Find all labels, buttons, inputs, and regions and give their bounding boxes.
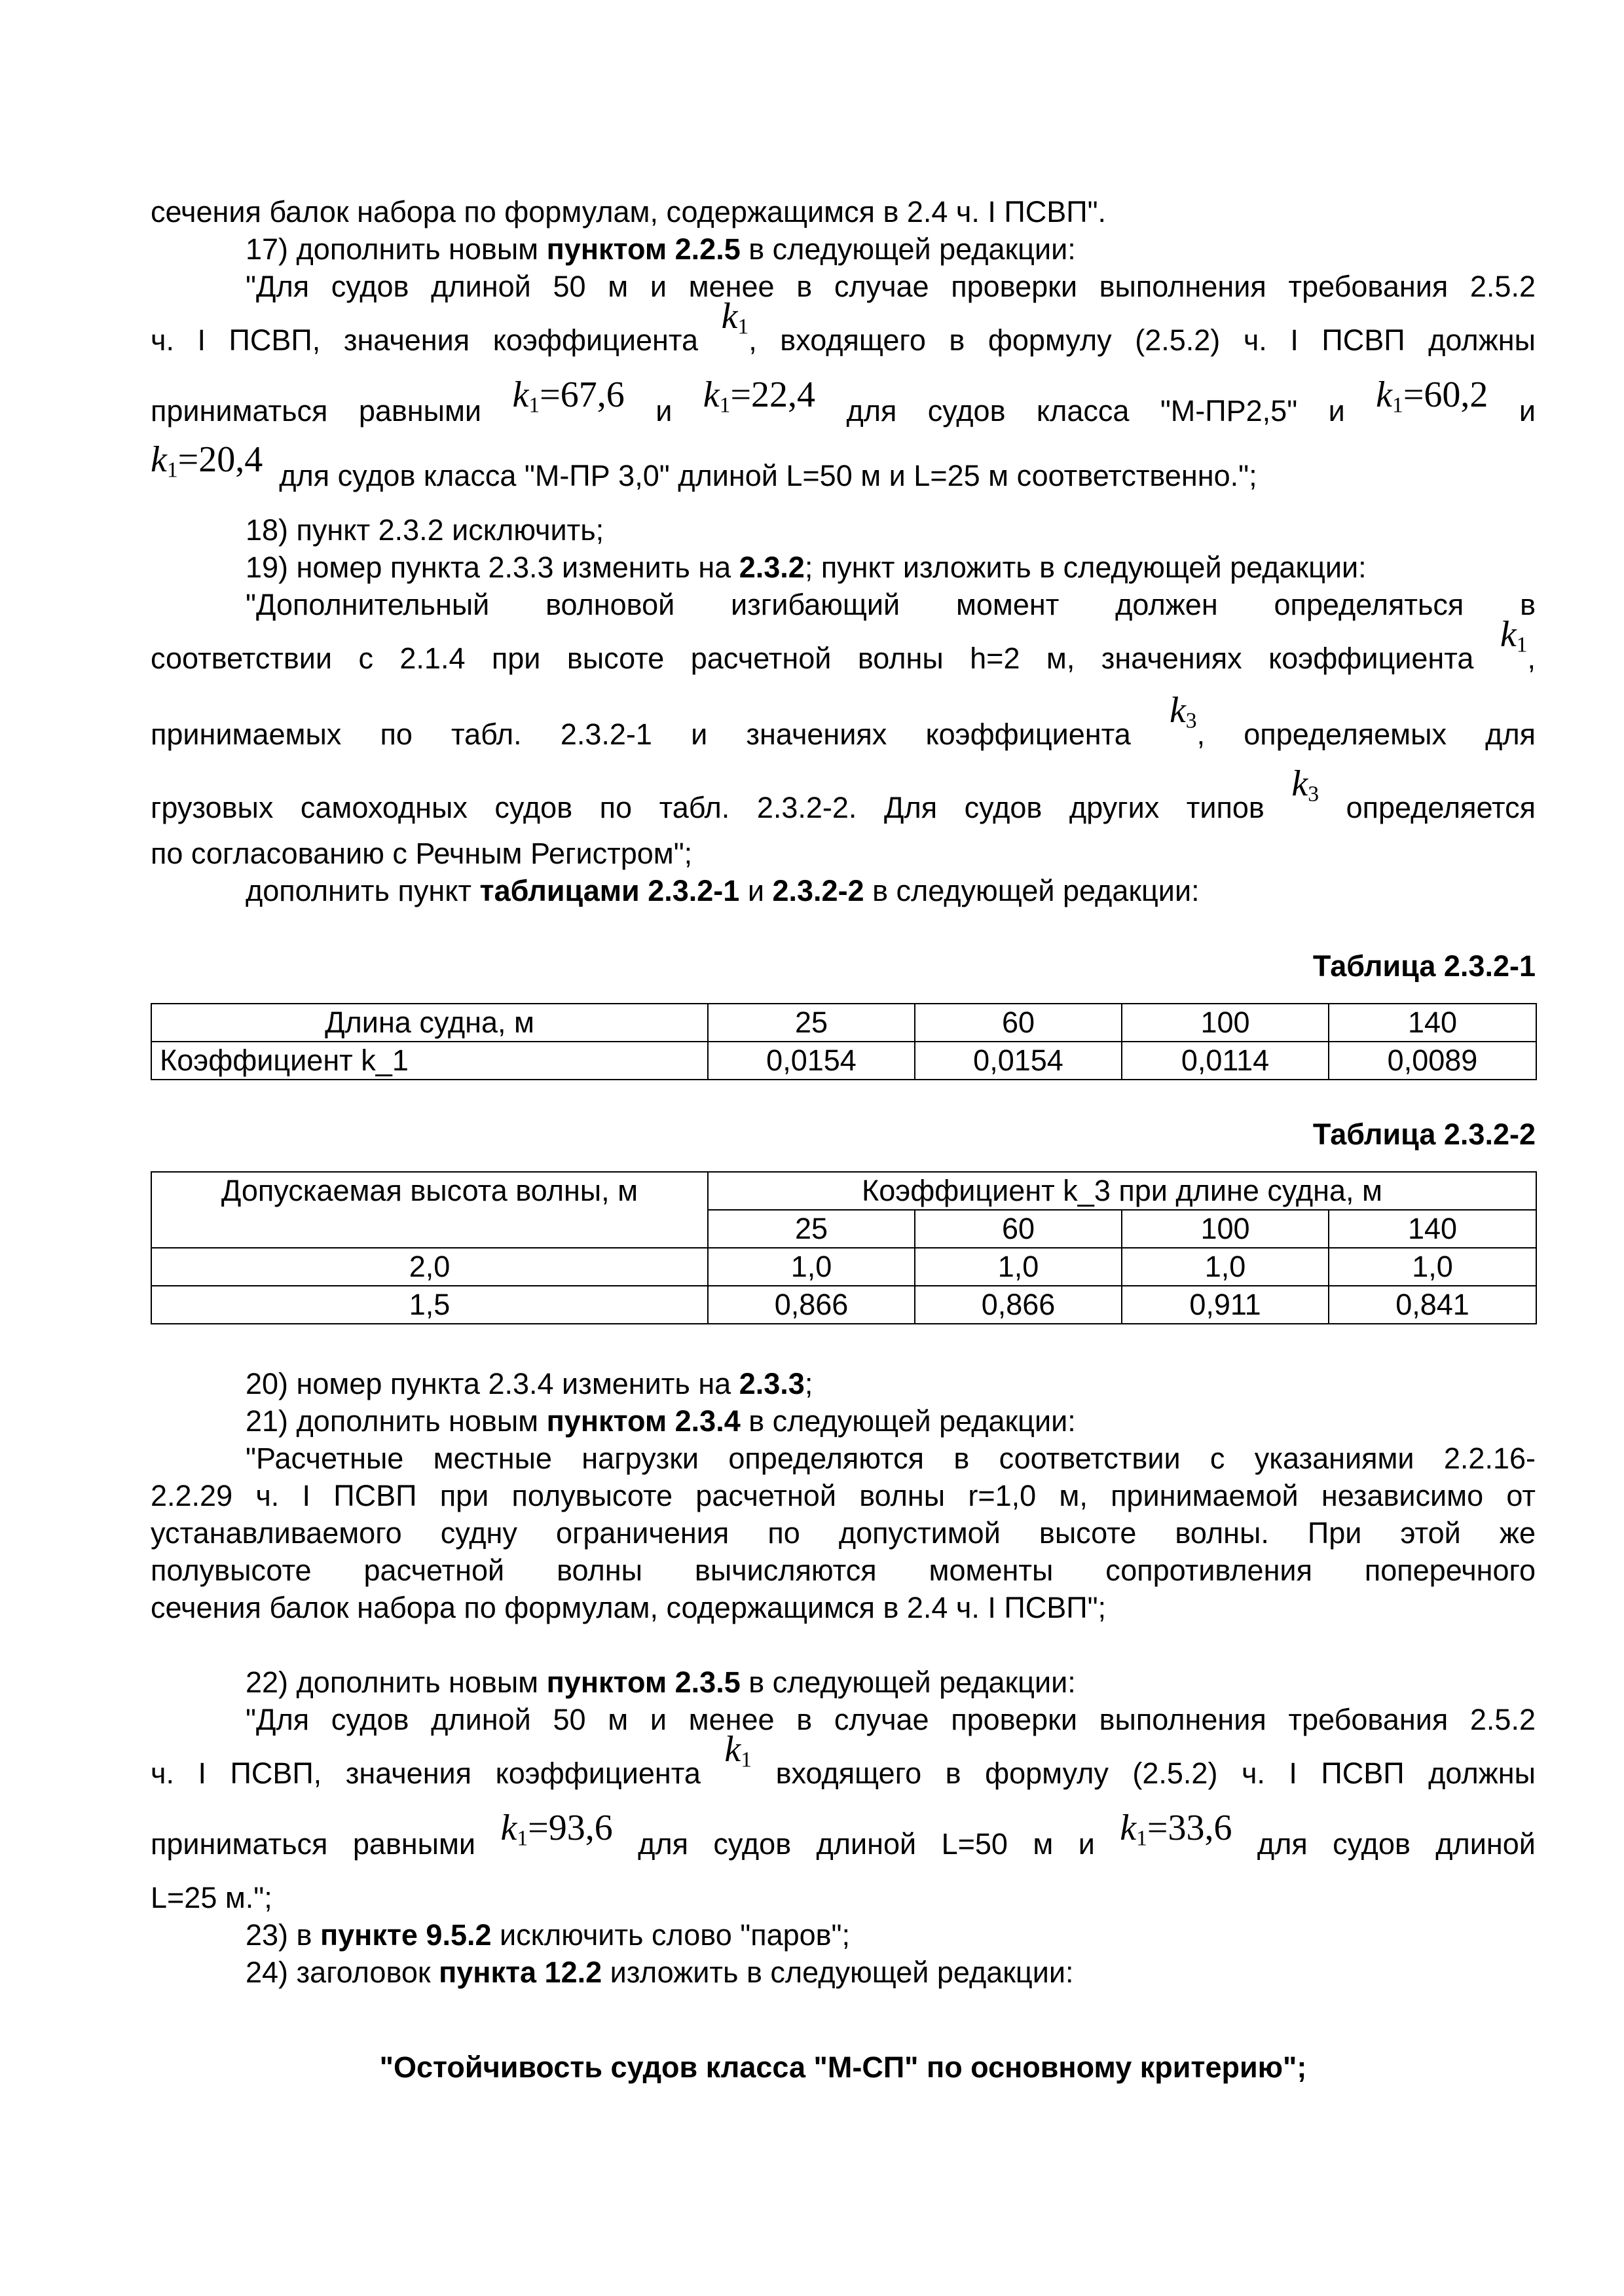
table2-caption: Таблица 2.3.2-2 <box>1312 1118 1536 1152</box>
table1-caption: Таблица 2.3.2-1 <box>1312 949 1536 983</box>
table-row: 2,0 1,0 1,0 1,0 1,0 <box>151 1248 1536 1286</box>
formula-k1: $k_1$ <box>721 296 749 339</box>
item-17: 17) дополнить новым пунктом 2.2.5 в следующей редакции: <box>246 232 1076 266</box>
quote-22: "Для судов длиной 50 м и менее в случае проверки выполнения требования 2.5.2 ч. I ПСВП, значения коэффициента $k_1$ входящего в формулу (2.5.2) ч. I ПСВП должны приниматься равными $k_1=93,6$ для судов длиной L=50 м и $k_1=33,6$ для судов длиной L=25 м."; <box>151 1703 1536 1915</box>
formula-k1-93-6: $k_1=93,6$ <box>500 1807 613 1851</box>
item-21: 21) дополнить новым пунктом 2.3.4 в следующей редакции: <box>246 1404 1076 1438</box>
document-page <box>151 193 1536 2086</box>
formula-k1: $k_1$ <box>724 1729 752 1772</box>
item-22: 22) дополнить новым пунктом 2.3.5 в следующей редакции: <box>246 1666 1076 1700</box>
item-19: 19) номер пункта 2.3.3 изменить на 2.3.2; пункт изложить в следующей редакции: <box>246 551 1367 585</box>
table-row: Коэффициент k_1 0,0154 0,0154 0,0114 0,0089 <box>151 1042 1536 1080</box>
item-23: 23) в пункте 9.5.2 исключить слово "паров"; <box>246 1918 851 1952</box>
formula-k1-22-4: $k_1=22,4$ <box>703 374 816 418</box>
formula-k1-33-6: $k_1=33,6$ <box>1120 1807 1232 1851</box>
quote-19: "Дополнительный волновой изгибающий момент должен определяться в соответствии с 2.1.4 при высоте расчетной волны h=2 м, значениях коэффициента $k_1$, принимаемых по табл. 2.3.2-1 и значениях коэффициента $k_3$, определяемых для грузовых самоходных судов по табл. 2.3.2-2. Для судов других типов $k_3$ определяется по согласованию с Речным Регистром"; <box>151 588 1536 871</box>
formula-k1: $k_1$ <box>1500 614 1528 657</box>
item-24: 24) заголовок пункта 12.2 изложить в следующей редакции: <box>246 1956 1074 1990</box>
table-row: 1,5 0,866 0,866 0,911 0,841 <box>151 1286 1536 1324</box>
table-row: Длина судна, м 25 60 100 140 <box>151 1004 1536 1042</box>
table-2-3-2-2 <box>151 1171 1537 1324</box>
quote-21: "Расчетные местные нагрузки определяются в соответствии с указаниями 2.2.16- 2.2.29 ч. I ПСВП при полувысоте расчетной волны r=1,0 м, принимаемой независимо от устанавливаемого судну ограничения по допустимой высоте волны. При этой же полувысоте расчетной волны вычисляются моменты сопротивления поперечного сечения балок набора по формулам, содержащимся в 2.4 ч. I ПСВП"; <box>151 1442 1536 1625</box>
table-2-3-2-1 <box>151 1003 1537 1080</box>
item-20: 20) номер пункта 2.3.4 изменить на 2.3.3; <box>246 1367 813 1401</box>
item-18: 18) пункт 2.3.2 исключить; <box>246 513 604 547</box>
formula-k1-67-6: $k_1=67,6$ <box>512 374 625 418</box>
table-row: 25 60 100 140 <box>151 1210 1536 1248</box>
quote-17: "Для судов длиной 50 м и менее в случае проверки выполнения требования 2.5.2 ч. I ПСВП, значения коэффициента $k_1$, входящего в формулу (2.5.2) ч. I ПСВП должны приниматься равными $k_1=67,6$ и $k_1=22,4$ для судов класса "М-ПР2,5" и $k_1=60,2$ и $k_1=20,4$ для судов класса "М-ПР 3,0" длиной L=50 м и L=25 м соответственно."; <box>151 270 1536 492</box>
continuation-text: сечения балок набора по формулам, содержащимся в 2.4 ч. I ПСВП". <box>151 195 1107 228</box>
add-tables-line: дополнить пункт таблицами 2.3.2-1 и 2.3.2-2 в следующей редакции: <box>246 874 1200 908</box>
formula-k3: $k_3$ <box>1291 763 1320 807</box>
formula-k1-60-2: $k_1=60,2$ <box>1376 374 1488 418</box>
section-heading: "Остойчивость судов класса "М-СП" по основному критерию"; <box>379 2050 1307 2085</box>
formula-k3: $k_3$ <box>1169 689 1197 733</box>
formula-k1-20-4: $k_1=20,4$ <box>151 439 263 483</box>
table-row: Допускаемая высота волны, м Коэффициент k_3 при длине судна, м <box>151 1172 1536 1210</box>
